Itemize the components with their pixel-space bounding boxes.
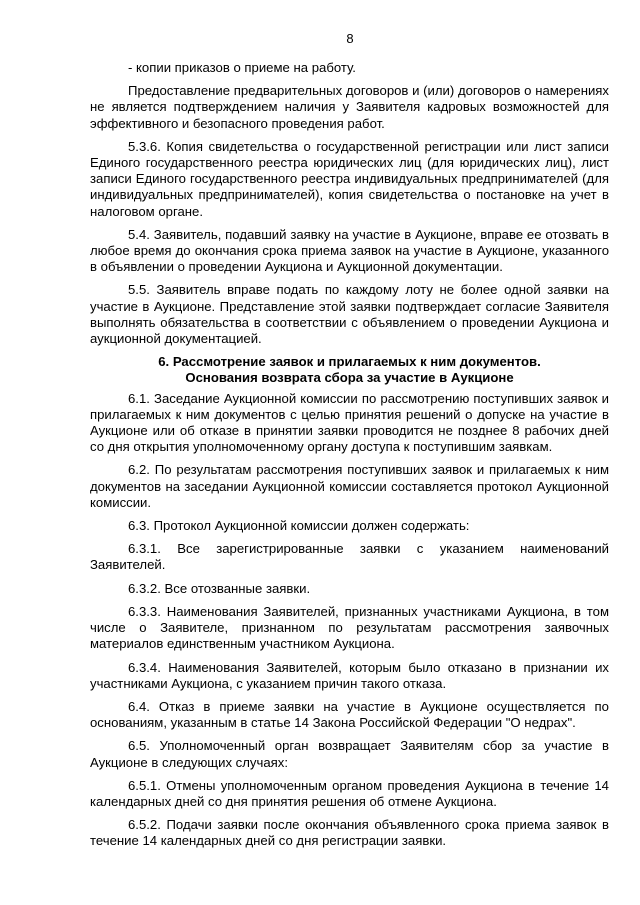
paragraph-6-4: 6.4. Отказ в приеме заявки на участие в Аукционе осуществляется по основаниям, указанным в статье 14 Закона Российской Федерации "О недрах".	[90, 698, 609, 731]
paragraph-6-3: 6.3. Протокол Аукционной комиссии должен содержать:	[128, 518, 470, 534]
paragraph-6-5-2: 6.5.2. Подачи заявки после окончания объявленного срока приема заявок в течение 14 календарных дней со дня регистрации заявки.	[90, 817, 609, 849]
paragraph-6-3-2: 6.3.2. Все отозванные заявки.	[128, 580, 311, 596]
paragraph-6-3-3: 6.3.3. Наименования Заявителей, признанных участниками Аукциона, в том числе о Заявителе, признанном по результатам рассмотрения заявочных материалов единственным участником Аукциона.	[90, 603, 609, 652]
paragraph-copies-orders: - копии приказов о приеме на работу.	[128, 60, 356, 75]
paragraph-6-5-1: 6.5.1. Отмены уполномоченным органом проведения Аукциона в течение 14 календарных дней со дня принятия решения об отмене Аукциона.	[90, 777, 609, 809]
paragraph-6-5: 6.5. Уполномоченный орган возвращает Заявителям сбор за участие в Аукционе в следующих случаях:	[90, 738, 609, 770]
paragraph-6-2: 6.2. По результатам рассмотрения поступивших заявок и прилагаемых к ним документов на заседании Аукционной комиссии составляется протокол Аукционной комиссии.	[90, 462, 609, 510]
section-heading-line-2: Основания возврата сбора за участие в Аукционе	[185, 370, 514, 386]
paragraph-preliminary-contracts: Предоставление предварительных договоров и (или) договоров о намерениях не является подтверждением наличия у Заявителя кадровых возможностей для эффективного и безопасного проведения работ.	[90, 83, 609, 131]
paragraph-6-3-4: 6.3.4. Наименования Заявителей, которым было отказано в признании их участниками Аукциона, с указанием причин такого отказа.	[90, 659, 609, 691]
section-heading-6	[90, 354, 609, 386]
paragraph-5-5: 5.5. Заявитель вправе подать по каждому лоту не более одной заявки на участие в Аукционе. Представление этой заявки подтверждает согласие Заявителя выполнять обязательства в соответствии с объявлением о проведении Аукциона и аукционной документацией.	[90, 282, 609, 347]
page-number: 8	[346, 31, 354, 46]
paragraph-5-4: 5.4. Заявитель, подавший заявку на участие в Аукционе, вправе ее отозвать в любое время до окончания срока приема заявок на участие в Аукционе, указанного в объявлении о проведении Аукциона и Аукционной документации.	[90, 226, 609, 275]
document-body	[90, 60, 609, 857]
paragraph-5-3-6: 5.3.6. Копия свидетельства о государственной регистрации или лист записи Единого государственного реестра юридических лиц (для юридических лиц), лист записи Единого государственного реестра индивидуальных предпринимателей (для индивидуальных предпринимателей), копия свидетельства о постановке на учет в налоговом органе.	[90, 138, 609, 219]
paragraph-6-3-1: 6.3.1. Все зарегистрированные заявки с указанием наименований Заявителей.	[90, 541, 609, 573]
paragraph-6-1: 6.1. Заседание Аукционной комиссии по рассмотрению поступивших заявок и прилагаемых к ним документов с целью принятия решений о допуске на участие в Аукционе или об отказе в принятии заявки проводится не позднее 8 рабочих дней со дня открытия уполномоченному органу доступа к поступившим заявкам.	[90, 390, 609, 455]
section-heading-line-1: 6. Рассмотрение заявок и прилагаемых к ним документов.	[158, 354, 541, 370]
